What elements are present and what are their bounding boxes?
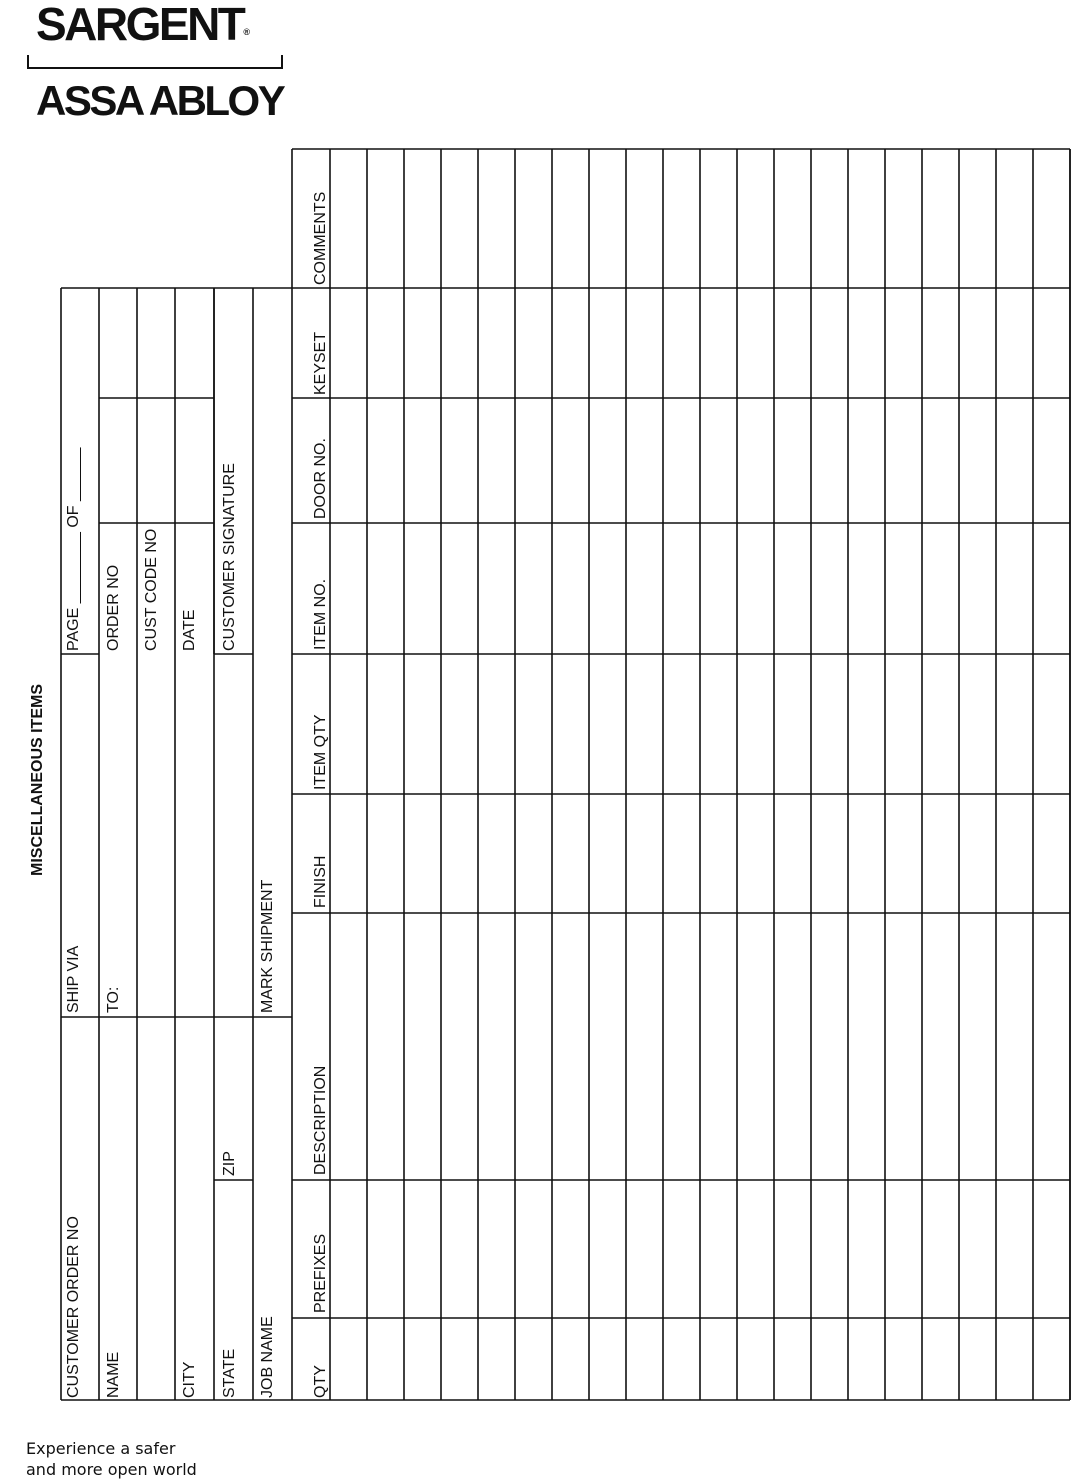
label-cust-code-no: CUST CODE NO bbox=[143, 528, 160, 651]
form-labels bbox=[29, 192, 329, 1398]
label-customer-signature: CUSTOMER SIGNATURE bbox=[221, 463, 238, 651]
column-header-item-qty: ITEM QTY bbox=[312, 714, 329, 790]
column-header-prefixes: PREFIXES bbox=[312, 1233, 329, 1313]
label-job-name: JOB NAME bbox=[259, 1316, 276, 1398]
assa-abloy-logo: ASSA ABLOY bbox=[36, 77, 284, 124]
tagline bbox=[26, 1438, 197, 1480]
column-header-door-no: DOOR NO. bbox=[312, 438, 329, 519]
column-header-keyset: KEYSET bbox=[312, 331, 329, 395]
label-name: NAME bbox=[105, 1351, 122, 1398]
sargent-wordmark: SARGENT bbox=[36, 0, 244, 50]
label-to: TO: bbox=[105, 986, 122, 1013]
registered-mark: ® bbox=[243, 27, 251, 37]
label-ship-via: SHIP VIA bbox=[65, 945, 82, 1013]
column-header-comments: COMMENTS bbox=[312, 191, 329, 285]
label-mark-shipment: MARK SHIPMENT bbox=[259, 879, 276, 1013]
label-state: STATE bbox=[221, 1348, 238, 1398]
label-zip: ZIP bbox=[221, 1151, 238, 1176]
column-header-description: DESCRIPTION bbox=[312, 1065, 329, 1175]
form-title: MISCELLANEOUS ITEMS bbox=[29, 683, 46, 876]
label-customer-order-no: CUSTOMER ORDER NO bbox=[65, 1216, 82, 1398]
tagline-line-1: Experience a safer bbox=[26, 1439, 176, 1458]
column-header-qty: QTY bbox=[312, 1365, 329, 1398]
column-header-finish: FINISH bbox=[312, 855, 329, 908]
label-date: DATE bbox=[181, 609, 198, 651]
label-order-no: ORDER NO bbox=[105, 564, 122, 651]
label-city: CITY bbox=[181, 1361, 198, 1398]
label-page: PAGE ________ OF ______ bbox=[65, 447, 82, 651]
tagline-line-2: and more open world bbox=[26, 1460, 197, 1479]
form-grid bbox=[61, 149, 1070, 1400]
column-header-item-no: ITEM NO. bbox=[312, 578, 329, 650]
